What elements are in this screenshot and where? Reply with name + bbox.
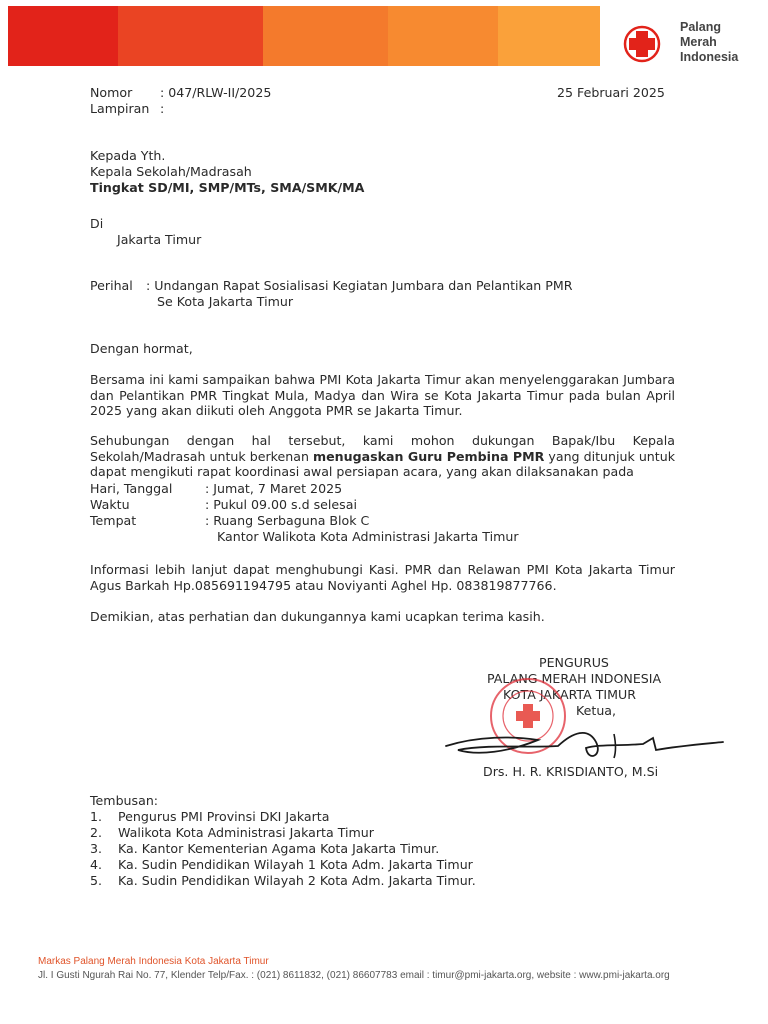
paragraph-2-line-2 xyxy=(90,449,675,465)
paragraph-1-line-2: dan Pelantikan PMR Tingkat Mula, Madya dan Wira se Kota Jakarta Timur pada bulan April xyxy=(90,387,675,403)
nomor-label: Nomor xyxy=(90,85,133,100)
subject-line-1: : Undangan Rapat Sosialisasi Kegiatan Jumbara dan Pelantikan PMR xyxy=(146,278,573,293)
paragraph-2-emphasis: menugaskan Guru Pembina PMR xyxy=(312,448,545,464)
subject-line-2: Se Kota Jakarta Timur xyxy=(157,294,294,309)
recipient-di: Di xyxy=(90,216,104,231)
logo-line-3: Indonesia xyxy=(680,50,739,64)
paragraph-1-line-3: 2025 yang akan diikuti oleh Anggota PMR se Jakarta Timur. xyxy=(90,403,463,418)
cc-item-3-text: Ka. Kantor Kementerian Agama Kota Jakarta Timur. xyxy=(118,841,440,856)
signature-line-2: PALANG MERAH INDONESIA xyxy=(487,671,662,686)
cc-item-5-text: Ka. Sudin Pendidikan Wilayah 2 Kota Adm. Jakarta Timur. xyxy=(118,873,476,888)
paragraph-1 xyxy=(90,372,675,419)
paragraph-2-line-1: Sehubungan dengan hal tersebut, kami mohon dukungan Bapak/Ibu Kepala xyxy=(90,433,675,448)
paragraph-2-line-3: dapat mengikuti rapat koordinasi awal persiapan acara, yang akan dilaksanakan pada xyxy=(90,464,634,479)
footer-address: Jl. I Gusti Ngurah Rai No. 77, Klender Telp/Fax. : (021) 8611832, (021) 86607783 email : timur@pmi-jakarta.org, website : www.pmi-jakarta.org xyxy=(38,970,670,981)
signer-name: Drs. H. R. KRISDIANTO, M.Si xyxy=(483,764,659,779)
paragraph-2-line-2-end: yang ditunjuk untuk xyxy=(544,448,675,464)
signature-line-3: KOTA JAKARTA TIMUR xyxy=(503,687,636,702)
paragraph-2-line-2-start: Sekolah/Madrasah untuk berkenan xyxy=(90,448,313,464)
paragraph-1-line-1: Bersama ini kami sampaikan bahwa PMI Kota Jakarta Timur akan menyelenggarakan Jumbara xyxy=(90,372,675,387)
cc-item-5-num: 5. xyxy=(90,873,103,888)
nomor-value: : 047/RLW-II/2025 xyxy=(160,85,272,100)
recipient-line-2: Kepala Sekolah/Madrasah xyxy=(90,164,252,179)
logo-line-2: Merah xyxy=(680,35,717,49)
greeting: Dengan hormat, xyxy=(90,341,193,356)
lampiran-value: : xyxy=(160,101,165,116)
paragraph-3-line-2: Agus Barkah Hp.085691194795 atau Noviyanti Aghel Hp. 083819877766. xyxy=(90,577,557,593)
footer-org-name: Markas Palang Merah Indonesia Kota Jakarta Timur xyxy=(38,956,269,967)
schedule-value-time: : Pukul 09.00 s.d selesai xyxy=(205,497,357,512)
recipient-line-1: Kepada Yth. xyxy=(90,148,166,163)
cc-item-3-num: 3. xyxy=(90,841,103,856)
pmi-cross-logo-icon xyxy=(622,24,662,64)
schedule-value-date: : Jumat, 7 Maret 2025 xyxy=(205,481,343,496)
schedule-value-place-line-2: Kantor Walikota Kota Administrasi Jakarta Timur xyxy=(217,529,519,544)
closing-sentence: Demikian, atas perhatian dan dukungannya kami ucapkan terima kasih. xyxy=(90,609,545,624)
schedule-label-date: Hari, Tanggal xyxy=(90,481,173,496)
header-color-band xyxy=(8,6,600,66)
lampiran-label: Lampiran xyxy=(90,101,150,116)
cc-item-4-num: 4. xyxy=(90,857,103,872)
cc-item-1-num: 1. xyxy=(90,809,103,824)
cc-title: Tembusan: xyxy=(90,793,159,808)
subject-label: Perihal xyxy=(90,278,133,293)
cc-item-1-text: Pengurus PMI Provinsi DKI Jakarta xyxy=(118,809,330,824)
recipient-line-3: Tingkat SD/MI, SMP/MTs, SMA/SMK/MA xyxy=(90,180,365,195)
logo-line-1: Palang xyxy=(680,20,721,34)
recipient-city: Jakarta Timur xyxy=(117,232,202,247)
cc-item-2-num: 2. xyxy=(90,825,103,840)
signature-line-1: PENGURUS xyxy=(539,655,609,670)
cc-item-2-text: Walikota Kota Administrasi Jakarta Timur xyxy=(118,825,374,840)
signature-line-4: Ketua, xyxy=(576,703,617,718)
cc-item-4-text: Ka. Sudin Pendidikan Wilayah 1 Kota Adm. Jakarta Timur xyxy=(118,857,473,872)
schedule-label-place: Tempat xyxy=(90,513,137,528)
paragraph-3-line-1: Informasi lebih lanjut dapat menghubungi Kasi. PMR dan Relawan PMI Kota Jakarta Timur xyxy=(90,562,675,577)
paragraph-3 xyxy=(90,562,675,593)
letter-date: 25 Februari 2025 xyxy=(557,85,665,100)
paragraph-2 xyxy=(90,433,675,480)
schedule-label-time: Waktu xyxy=(90,497,130,512)
schedule-value-place: : Ruang Serbaguna Blok C xyxy=(205,513,370,528)
org-logo-text xyxy=(680,20,738,65)
